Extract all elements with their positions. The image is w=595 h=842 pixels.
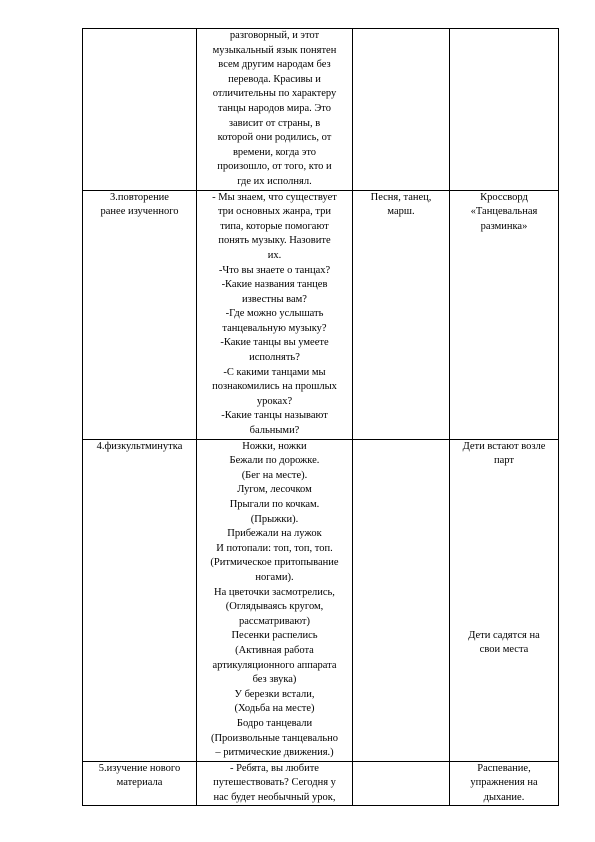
text-line: 3.повторение	[110, 191, 169, 203]
text-line: -Какие танцы называют	[221, 410, 328, 422]
methods-cell	[353, 761, 450, 806]
content-cell	[197, 29, 353, 191]
text-line: -Что вы знаете о танцах?	[218, 264, 331, 276]
text-line: - Мы знаем, что существует	[212, 191, 337, 203]
notes-cell	[450, 761, 559, 806]
text-line: времени, когда это	[232, 146, 317, 158]
table-row	[83, 439, 559, 761]
table-row	[83, 761, 559, 806]
text-line: У березки встали,	[234, 688, 315, 700]
content-cell	[197, 439, 353, 761]
text-line: Прибежали на лужок	[227, 528, 322, 540]
text-line: - Ребята, вы любите	[230, 762, 319, 774]
notes-bottom	[453, 629, 555, 658]
text-line: (Ходьба на месте)	[234, 703, 315, 715]
text-line: (Активная работа	[235, 644, 314, 656]
table-row	[83, 29, 559, 191]
notes-cell	[450, 29, 559, 191]
text-line: рассматривают)	[238, 615, 311, 627]
text-line: артикуляционного аппарата	[212, 659, 337, 671]
text-line: познакомились на прошлых	[212, 381, 337, 393]
text-line: -Где можно услышать	[225, 308, 324, 320]
text-line: их.	[267, 249, 282, 261]
text-line: разминка»	[480, 220, 528, 232]
text-line: 4.физкультминутка	[96, 440, 183, 452]
stage-cell	[83, 761, 197, 806]
notes-cell	[450, 439, 559, 761]
stage-cell	[83, 29, 197, 191]
text-line: упражнения на	[470, 777, 538, 789]
text-line: путешествовать? Сегодня у	[213, 777, 336, 789]
text-line: типа, которые помогают	[220, 220, 329, 232]
text-line: -С какими танцами мы	[223, 366, 326, 378]
text-line: «Танцевальная	[470, 206, 538, 218]
text-line: Дети садятся на	[468, 629, 540, 641]
text-line: зависит от страны, в	[228, 117, 321, 129]
text-line: без звука)	[252, 674, 297, 686]
text-line: (Прыжки).	[250, 513, 299, 525]
text-line: Дети встают возле	[462, 440, 546, 452]
text-line: отличительны по характеру	[212, 88, 337, 100]
text-line: На цветочки засмотрелись,	[214, 586, 335, 598]
text-line: Бодро танцевали	[236, 717, 313, 729]
text-line: (Оглядываясь кругом,	[225, 601, 324, 613]
table-row	[83, 190, 559, 439]
text-line: нас будет необычный урок,	[213, 791, 336, 803]
text-line: материала	[116, 777, 163, 789]
text-line: Лугом, лесочком	[237, 484, 312, 496]
text-line: танцы народов мира. Это	[217, 102, 331, 114]
text-line: Кроссворд	[480, 191, 528, 203]
text-line: Бежали по дорожке.	[229, 455, 320, 467]
methods-cell	[353, 439, 450, 761]
content-cell	[197, 761, 353, 806]
text-line: произошло, от того, кто и	[217, 161, 332, 173]
text-line: где их исполнял.	[237, 175, 312, 187]
text-line: свои места	[479, 644, 529, 656]
text-line: три основных жанра, три	[217, 206, 332, 218]
lesson-plan-table	[82, 28, 559, 806]
text-line: ногами).	[255, 571, 294, 583]
text-line: разговорный, и этот	[229, 30, 320, 41]
text-line: перевода. Красивы и	[228, 73, 321, 85]
methods-cell	[353, 190, 450, 439]
text-line: (Ритмическое притопывание	[210, 557, 339, 569]
text-line: Распевание,	[477, 762, 531, 774]
stage-cell	[83, 439, 197, 761]
text-line: парт	[494, 455, 514, 467]
text-line: Ножки, ножки	[242, 440, 307, 452]
text-line: -Какие названия танцев	[221, 279, 328, 291]
text-line: Песенки распелись	[231, 630, 318, 642]
text-line: дыхание.	[483, 791, 525, 803]
text-line: Прыгали по кочкам.	[229, 499, 320, 510]
text-line: ранее изученного	[100, 206, 179, 218]
text-line: которой они родились, от	[217, 132, 332, 144]
text-line: всем другим народам без	[218, 59, 331, 71]
notes-top	[453, 440, 555, 469]
text-line: известны вам?	[242, 293, 307, 305]
text-line: уроках?	[256, 395, 293, 407]
text-line: И потопали: топ, топ, топ.	[216, 542, 333, 554]
text-line: – ритмические движения.)	[215, 747, 334, 759]
text-line: бальными?	[249, 425, 300, 437]
text-line: 5.изучение нового	[98, 762, 181, 774]
text-line: (Произвольные танцевально	[210, 732, 339, 744]
text-line: музыкальный язык понятен	[212, 44, 337, 56]
text-line: исполнять?	[249, 352, 300, 364]
text-line: (Бег на месте).	[241, 469, 308, 481]
methods-cell	[353, 29, 450, 191]
content-cell	[197, 190, 353, 439]
text-line: -Какие танцы вы умеете	[220, 337, 329, 349]
text-line: понять музыку. Назовите	[218, 235, 331, 247]
text-line: танцевальную музыку?	[222, 322, 327, 334]
text-line: Песня, танец,	[370, 191, 432, 203]
notes-cell	[450, 190, 559, 439]
text-line: марш.	[387, 206, 415, 218]
stage-cell	[83, 190, 197, 439]
